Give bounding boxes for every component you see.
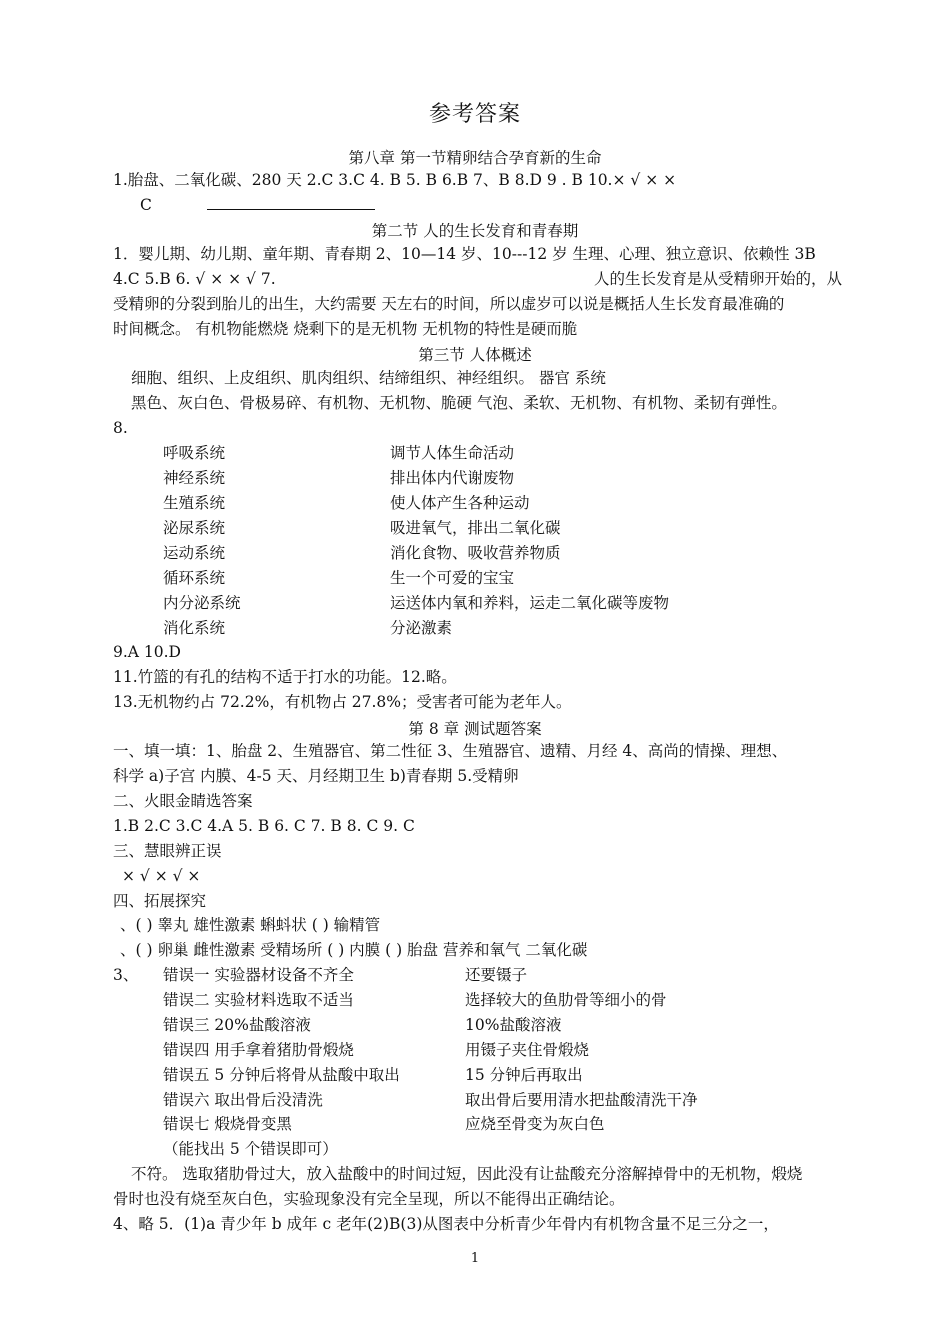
error-fix: 还要镊子 — [465, 966, 528, 984]
answer-line: 细胞、组织、上皮组织、肌肉组织、结缔组织、神经组织。 器官 系统 — [131, 369, 606, 387]
error-fix: 选择较大的鱼肋骨等细小的骨 — [465, 991, 667, 1009]
system-name: 生殖系统 — [163, 494, 226, 512]
error-item: 错误一 实验器材设备不齐全 — [163, 966, 354, 984]
answer-line: 1．婴儿期、幼儿期、童年期、青春期 2、10—14 岁、10---12 岁 生理、心理、独立意识、依赖性 3B — [113, 245, 816, 263]
error-fix: 用镊子夹住骨煅烧 — [465, 1041, 590, 1059]
answer-line: 一、填一填：1、胎盘 2、生殖器官、第二性征 3、生殖器官、遗精、月经 4、高尚的情操、理想、 — [113, 742, 788, 760]
system-function: 使人体产生各种运动 — [390, 494, 530, 512]
system-function: 生一个可爱的宝宝 — [390, 569, 515, 587]
subsection-heading: 二、火眼金睛选答案 — [113, 792, 253, 810]
error-fix: 10%盐酸溶液 — [465, 1016, 562, 1034]
error-item: 错误七 煅烧骨变黑 — [163, 1115, 292, 1133]
system-function: 运送体内氧和养料，运走二氧化碳等废物 — [390, 594, 670, 612]
error-fix: 15 分钟后再取出 — [465, 1066, 583, 1084]
error-item: 错误五 5 分钟后将骨从盐酸中取出 — [163, 1066, 400, 1084]
section-heading-ch8-s2: 第二节 人的生长发育和青春期 — [371, 222, 579, 240]
answer-line: 科学 a)子宫 内膜、4-5 天、月经期卫生 b)青春期 5.受精卵 — [113, 767, 519, 785]
answer-line: 时间概念。 有机物能燃烧 烧剩下的是无机物 无机物的特性是硬而脆 — [113, 320, 578, 338]
error-item: 错误三 20%盐酸溶液 — [163, 1016, 311, 1034]
answer-line: 4、略 5．(1)a 青少年 b 成年 c 老年(2)B(3)从图表中分析青少年骨内有机物含量不足三分之一， — [113, 1215, 779, 1233]
system-function: 吸进氧气，排出二氧化碳 — [390, 519, 561, 537]
system-function: 调节人体生命活动 — [390, 444, 515, 462]
error-item: 错误二 实验材料选取不适当 — [163, 991, 354, 1009]
subsection-heading: 三、慧眼辨正误 — [113, 842, 222, 860]
question-number: 3、 — [113, 966, 139, 984]
answer-line: 9.A 10.D — [113, 643, 181, 661]
test-heading: 第 8 章 测试题答案 — [408, 720, 542, 738]
error-item: 错误四 用手拿着猪肋骨煅烧 — [163, 1041, 354, 1059]
system-function: 排出体内代谢废物 — [390, 469, 515, 487]
system-name: 消化系统 — [163, 619, 226, 637]
answer-line: 1.B 2.C 3.C 4.A 5. B 6. C 7. B 8. C 9. C — [113, 817, 415, 835]
answer-line: C — [140, 196, 152, 214]
answer-line: 黑色、灰白色、骨极易碎、有机物、无机物、脆硬 气泡、柔软、无机物、有机物、柔韧有弹性。 — [131, 394, 787, 412]
answer-line: × √ × √ × — [122, 867, 201, 885]
page-title: 参考答案 — [428, 102, 521, 127]
page-number: 1 — [470, 1251, 480, 1266]
section-heading-ch8-s3: 第三节 人体概述 — [418, 346, 532, 364]
system-name: 内分泌系统 — [163, 594, 241, 612]
answer-line: 1.胎盘、二氧化碳、280 天 2.C 3.C 4. B 5. B 6.B 7、B 8.D 9 . B 10.× √ × × — [113, 171, 677, 189]
system-name: 呼吸系统 — [163, 444, 226, 462]
answer-line: 不符。 选取猪肋骨过大，放入盐酸中的时间过短，因此没有让盐酸充分溶解掉骨中的无机物，煅烧 — [131, 1165, 803, 1183]
answer-line: 骨时也没有烧至灰白色，实验现象没有完全呈现，所以不能得出正确结论。 — [113, 1190, 625, 1208]
answer-line: 4.C 5.B 6. √ × × √ 7. — [113, 270, 276, 288]
answer-line: 人的生长发育是从受精卵开始的，从 — [594, 270, 843, 288]
answer-line: 受精卵的分裂到胎儿的出生，大约需要 天左右的时间，所以虚岁可以说是概括人生长发育最准确的 — [113, 295, 785, 313]
question-number: 8. — [113, 419, 128, 437]
system-name: 运动系统 — [163, 544, 226, 562]
subsection-heading: 四、拓展探究 — [113, 892, 207, 910]
answer-line: 11.竹篮的有孔的结构不适于打水的功能。12.略。 — [113, 668, 457, 686]
error-item: 错误六 取出骨后没清洗 — [163, 1091, 323, 1109]
section-heading-ch8-s1: 第八章 第一节精卵结合孕育新的生命 — [348, 149, 602, 167]
system-name: 循环系统 — [163, 569, 226, 587]
error-fix: 应烧至骨变为灰白色 — [465, 1115, 605, 1133]
system-function: 消化食物、吸收营养物质 — [390, 544, 561, 562]
answer-underline — [207, 209, 375, 210]
system-name: 泌尿系统 — [163, 519, 226, 537]
system-name: 神经系统 — [163, 469, 226, 487]
system-function: 分泌激素 — [390, 619, 453, 637]
error-fix: 取出骨后要用清水把盐酸清洗干净 — [465, 1091, 698, 1109]
answer-line: 、( ) 睾丸 雄性激素 蝌蚪状 ( ) 输精管 — [120, 916, 381, 934]
answer-line: 、( ) 卵巢 雌性激素 受精场所 ( ) 内膜 ( ) 胎盘 营养和氧气 二氧化碳 — [120, 941, 588, 959]
answer-note: （能找出 5 个错误即可） — [163, 1140, 338, 1158]
answer-line: 13.无机物约占 72.2%，有机物占 27.8%；受害者可能为老年人。 — [113, 693, 572, 711]
